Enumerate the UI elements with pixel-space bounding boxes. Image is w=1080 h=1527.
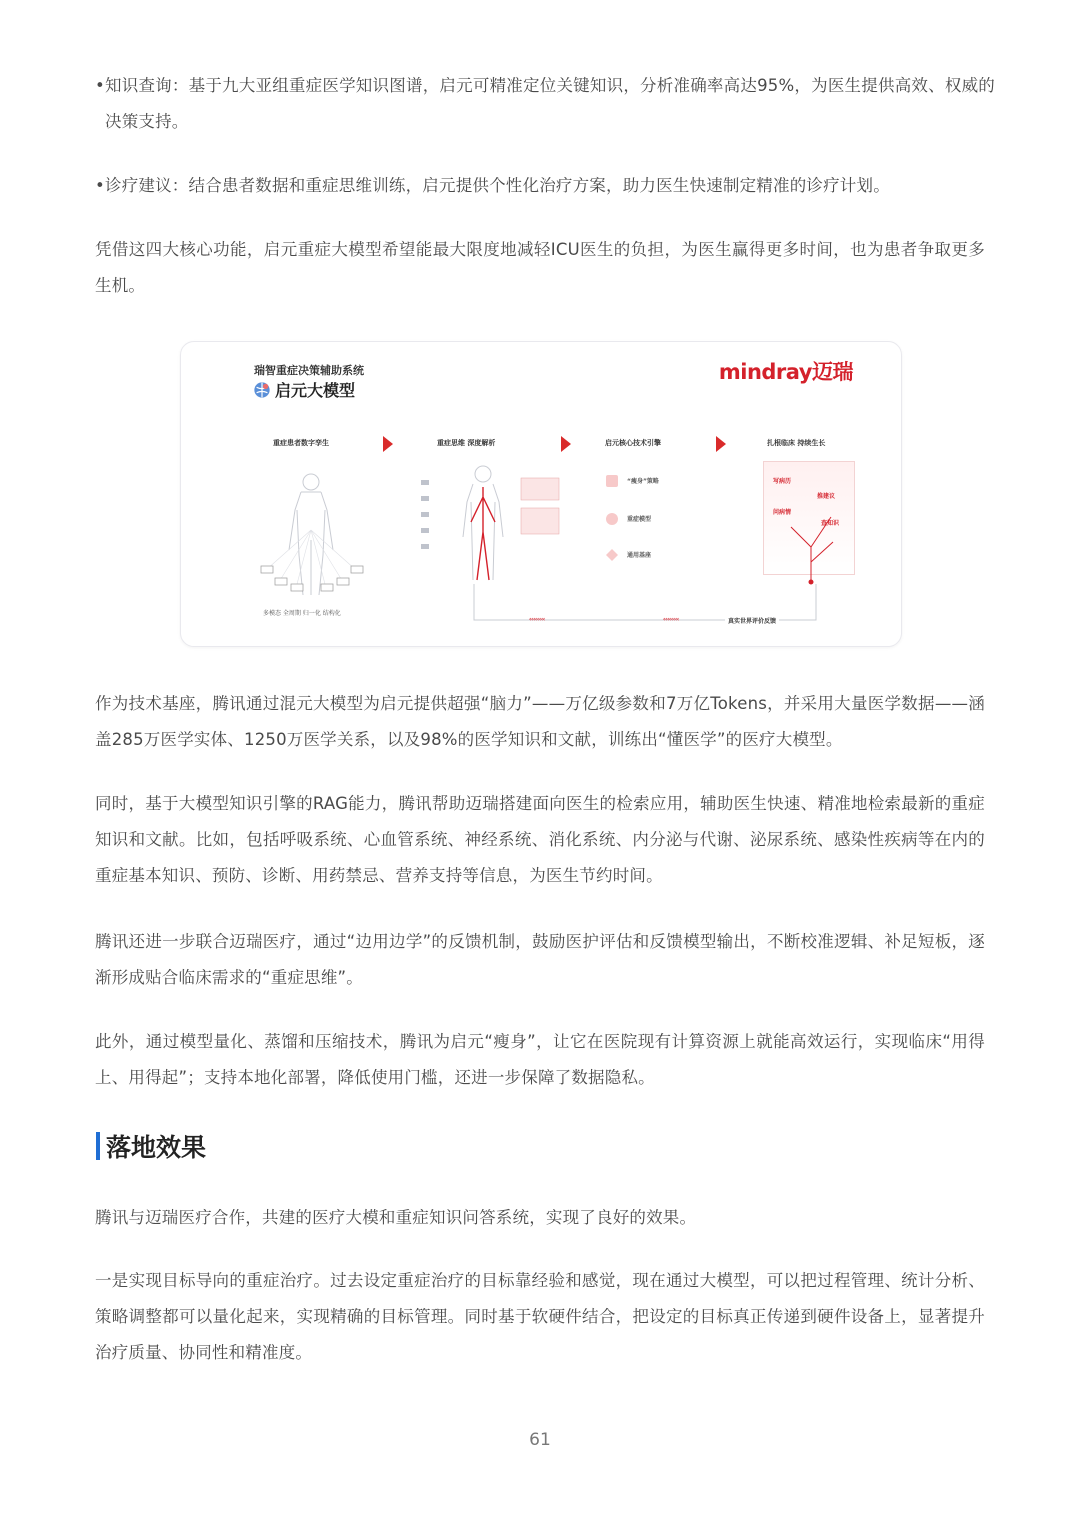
growth-tree-icon xyxy=(781,487,841,587)
brain-icon xyxy=(253,381,271,399)
figure-subtitle: 瑞智重症决策辅助系统 xyxy=(254,364,364,377)
figure-title xyxy=(253,378,355,401)
paragraph-text: 诊疗建议：结合患者数据和重症思维训练，启元提供个性化治疗方案，助力医生快速制定精准的诊疗计划。 xyxy=(105,176,890,195)
system-diagram-figure xyxy=(180,341,902,647)
engine-item-base: 通用基座 xyxy=(627,552,652,559)
engine-item-slim: “瘦身”策略 xyxy=(627,478,659,485)
mindray-logo: mindray迈瑞 xyxy=(718,360,853,384)
figure-title-text: 启元大模型 xyxy=(275,381,356,400)
page-number: 61 xyxy=(529,1430,551,1450)
human-body-outline-icon xyxy=(251,470,371,600)
critical-model-icon xyxy=(605,512,619,526)
paragraph-core-functions: 凭借这四大核心功能，启元重症大模型希望能最大限度地减轻ICU医生的负担，为医生赢得更多时间，也为患者争取更多生机。 xyxy=(95,240,985,295)
stage-label-digital-twin: 重症患者数字孪生 xyxy=(273,439,329,447)
stage-label-core-engine: 启元核心技术引擎 xyxy=(605,439,661,447)
card-tag-suggest: 推建议 xyxy=(817,493,836,500)
bullet-dot: • xyxy=(95,76,105,95)
paragraph-tech-foundation: 作为技术基座，腾讯通过混元大模型为启元提供超强“脑力”——万亿级参数和7万亿Tokens，并采用大量医学数据——涵盖285万医学实体、1250万医学关系，以及98%的医学知识和文献，训练出“懂医学”的医疗大模型。 xyxy=(95,694,985,749)
heading-accent-bar xyxy=(96,1132,100,1160)
paragraph-knowledge-query xyxy=(95,68,995,140)
heading-text: 落地效果 xyxy=(106,1133,207,1162)
paragraph-model-slimming: 此外，通过模型量化、蒸馏和压缩技术，腾讯为启元“瘦身”，让它在医院现有计算资源上就能高效运行，实现临床“用得上、用得起”；支持本地化部署，降低使用门槛，还进一步保障了数据隐私。 xyxy=(95,1032,985,1087)
stage-arrow-icon xyxy=(561,436,571,452)
bullet-dot: • xyxy=(95,176,105,195)
paragraph-cooperation: 腾讯与迈瑞医疗合作，共建的医疗大模和重症知识问答系统，实现了良好的效果。 xyxy=(95,1208,697,1227)
stage-arrow-icon xyxy=(383,436,393,452)
engine-item-model: 重症模型 xyxy=(627,516,652,523)
stage-label-deep-analysis: 重症思维 深度解析 xyxy=(437,439,496,447)
card-tag-ask-condition: 问病情 xyxy=(773,509,792,516)
section-heading xyxy=(96,1129,206,1163)
feedback-label: 真实世界评价反馈 xyxy=(725,616,779,625)
paragraph-goal-oriented: 一是实现目标导向的重症治疗。过去设定重症治疗的目标靠经验和感觉，现在通过大模型，可以把过程管理、统计分析、策略调整都可以量化起来，实现精确的目标管理。同时基于软硬件结合，把设定的目标真正传递到硬件设备上，显著提升治疗质量、协同性和精准度。 xyxy=(95,1271,985,1362)
feedback-chevrons: ‹‹‹‹‹‹‹‹ xyxy=(663,616,679,623)
base-model-icon xyxy=(605,548,619,562)
paragraph-text: 知识查询：基于九大亚组重症医学知识图谱，启元可精准定位关键知识，分析准确率高达95%，为医生提供高效、权威的决策支持。 xyxy=(105,76,995,131)
paragraph-feedback-mechanism: 腾讯还进一步联合迈瑞医疗，通过“边用边学”的反馈机制，鼓励医护评估和反馈模型输出，不断校准逻辑、补足短板，逐渐形成贴合临床需求的“重症思维”。 xyxy=(95,932,985,987)
paragraph-diagnosis-advice xyxy=(95,168,995,204)
digital-twin-caption: 多模态 全周期 归一化 结构化 xyxy=(263,610,341,617)
paragraph-rag-capability: 同时，基于大模型知识引擎的RAG能力，腾讯帮助迈瑞搭建面向医生的检索应用，辅助医生快速、精准地检索最新的重症知识和文献。比如，包括呼吸系统、心血管系统、神经系统、消化系统、内分泌与代谢、泌尿系统、感染性疾病等在内的重症基本知识、预防、诊断、用药禁忌、营养支持等信息，为医生节约时间。 xyxy=(95,794,985,885)
card-tag-write-records: 写病历 xyxy=(773,478,792,485)
feedback-chevrons: ‹‹‹‹‹‹‹‹ xyxy=(529,616,545,623)
stage-arrow-icon xyxy=(716,436,726,452)
card-tag-query-knowledge: 查知识 xyxy=(821,520,840,527)
slim-strategy-icon xyxy=(605,474,619,488)
stage-label-clinical-growth: 扎根临床 持续生长 xyxy=(767,439,826,447)
anatomy-vessel-icon xyxy=(421,462,561,587)
